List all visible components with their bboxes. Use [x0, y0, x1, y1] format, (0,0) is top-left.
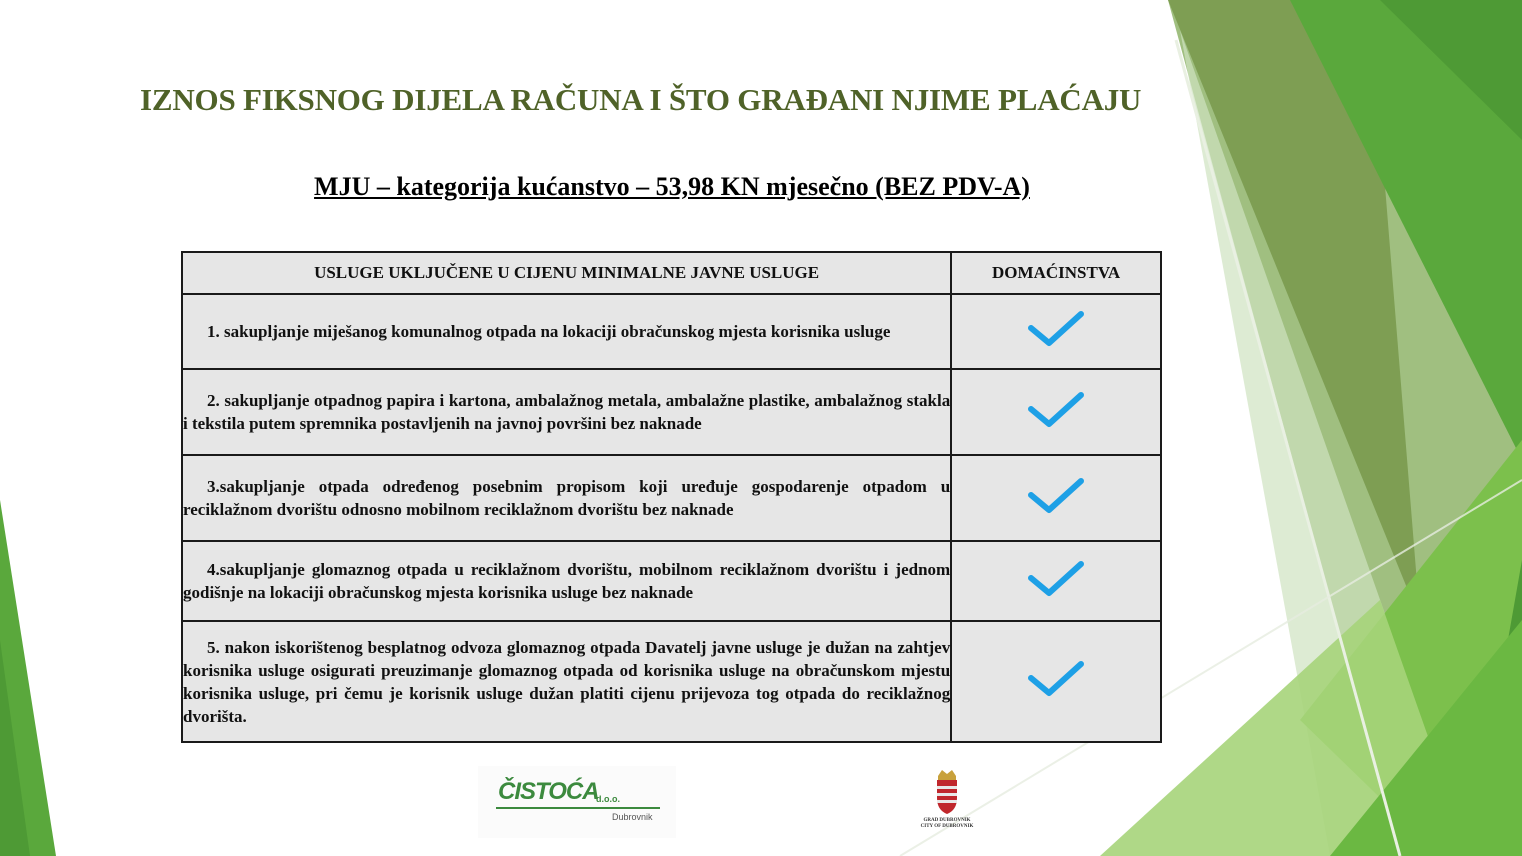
city-logo-line1: GRAD DUBROVNIK	[923, 818, 971, 823]
service-text: 1. sakupljanje miješanog komunalnog otpada na lokaciji obračunskog mjesta korisnika usluge	[207, 322, 891, 341]
cistoca-logo-suffix: d.o.o.	[596, 794, 620, 804]
table-row	[182, 455, 1161, 541]
table-row	[182, 541, 1161, 621]
checkmark-icon	[1028, 561, 1084, 597]
service-text: 2. sakupljanje otpadnog papira i kartona, ambalažnog metala, ambalažne plastike, ambalažnog stakla i tekstila putem spremnika postavljenih na javnoj površini bez naknade	[183, 391, 951, 433]
dubrovnik-coat-of-arms-logo	[918, 768, 976, 832]
checkmark-icon	[1028, 661, 1084, 697]
table-row	[182, 621, 1161, 742]
checkmark-icon	[1028, 392, 1084, 428]
cistoca-logo	[478, 766, 676, 838]
services-table	[181, 251, 1162, 743]
households-column-header: DOMAĆINSTVA	[951, 252, 1161, 294]
subtitle: MJU – kategorija kućanstvo – 53,98 KN mjesečno (BEZ PDV-A)	[314, 172, 1030, 201]
services-column-header: USLUGE UKLJUČENE U CIJENU MINIMALNE JAVNE USLUGE	[182, 252, 951, 294]
service-text: 5. nakon iskorištenog besplatnog odvoza glomaznog otpada Davatelj javne usluge je dužan na zahtjev korisnika usluge osigurati preuzimanje glomaznog otpada od korisnika usluge na obračunskom mjestu korisnika usluge, pri čemu je korisnik usluge dužan platiti cijenu prijevoza tog otpada do reciklažnog dvorišta.	[183, 637, 951, 726]
table-row	[182, 369, 1161, 455]
checkmark-icon	[1028, 311, 1084, 347]
table-row	[182, 294, 1161, 369]
city-logo-line2: CITY OF DUBROVNIK	[920, 824, 974, 829]
coat-of-arms-icon	[918, 768, 976, 816]
service-text: 3.sakupljanje otpada određenog posebnim propisom koji uređuje gospodarenje otpadom u reciklažnom dvorištu odnosno mobilnom reciklažnom dvorištu bez naknade	[183, 477, 951, 519]
table-header-row	[182, 252, 1161, 294]
cistoca-logo-line	[496, 807, 660, 809]
service-text: 4.sakupljanje glomaznog otpada u reciklažnom dvorištu, mobilnom reciklažnom dvorištu i jednom godišnje na lokaciji obračunskog mjesta korisnika usluge bez naknade	[183, 560, 951, 602]
cistoca-logo-name: ČISTOĆA	[498, 778, 599, 805]
page-title: IZNOS FIKSNOG DIJELA RAČUNA I ŠTO GRAĐANI NJIME PLAĆAJU	[140, 82, 1142, 117]
checkmark-icon	[1028, 478, 1084, 514]
cistoca-logo-city: Dubrovnik	[612, 812, 653, 822]
